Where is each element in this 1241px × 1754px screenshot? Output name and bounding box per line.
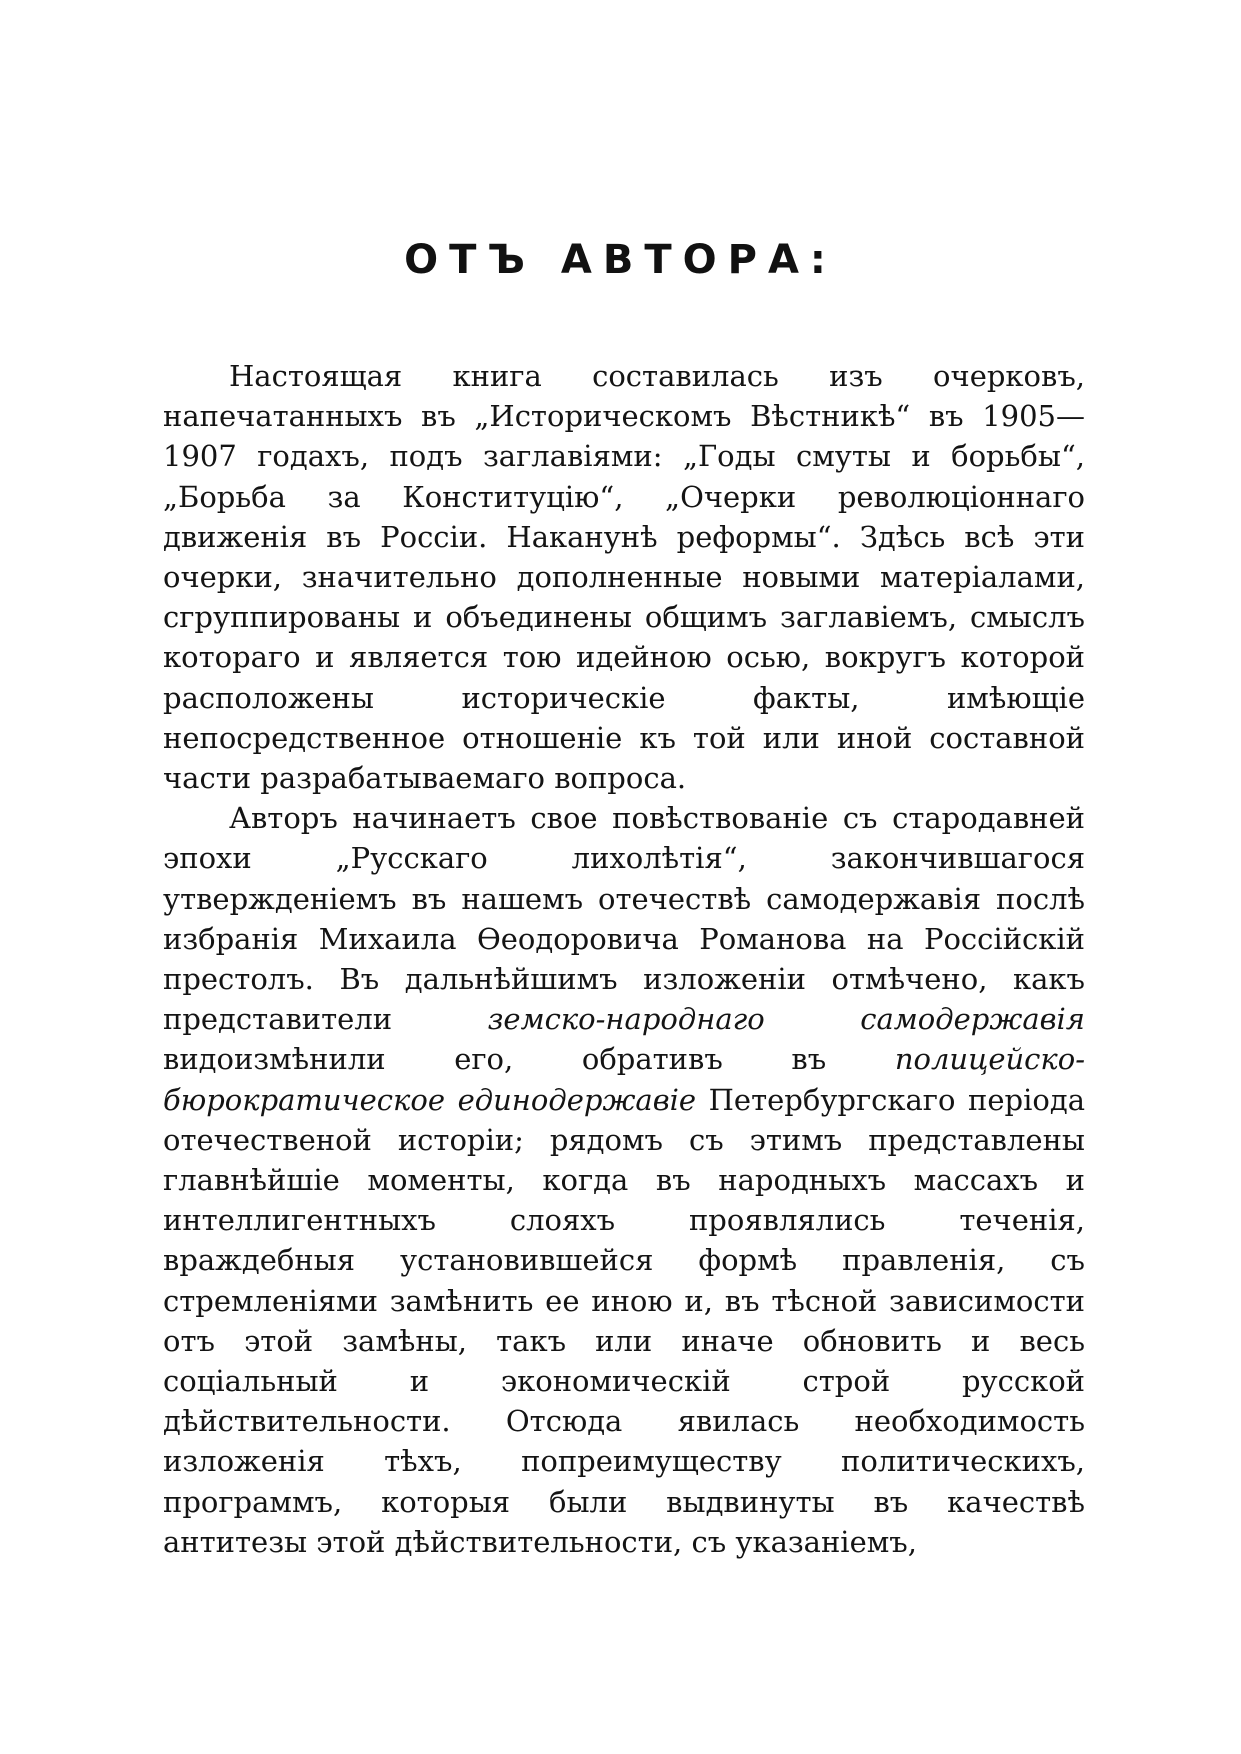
paragraph-2-text-end: Петербургскаго періода отечественой исторіи; рядомъ съ этимъ представлены главнѣйшіе моменты, когда въ народныхъ массахъ и интеллигентныхъ слояхъ проявлялись теченія, враждебныя установившейся формѣ правленія, съ стремленіями замѣнить ее иною и, въ тѣсной зависимости отъ этой замѣны, такъ или иначе обновить и весь соціальный и экономическій строй русской дѣйствительности. Отсюда явилась необходимость изложенія тѣхъ, попреимуществу политическихъ, программъ, которыя были выдвинуты въ качествѣ антитезы этой дѣйствительности, съ указаніемъ,	[163, 1082, 1085, 1559]
paragraph-1	[163, 356, 1085, 798]
body-text	[163, 356, 1085, 1562]
italic-phrase-policeisko-biurokraticheskoe: полицейско-бюрократическое единодержавіе	[163, 1042, 1085, 1117]
page-heading: ОТЪ АВТОРА:	[404, 237, 837, 283]
paragraph-2	[163, 798, 1085, 1562]
paragraph-2-text-start: Авторъ начинаетъ свое повѣствованіе съ стародавней эпохи „Русскаго лихолѣтія“, закончившагося утвержденіемъ въ нашемъ отечествѣ самодержавія послѣ избранія Михаила Ѳеодоровича Романова на Россійскій престолъ. Въ дальнѣйшимъ изложеніи отмѣчено, какъ представители	[163, 801, 1085, 1037]
paragraph-1-text: Настоящая книга составилась изъ очерковъ, напечатанныхъ въ „Историческомъ Вѣстникѣ“ въ 1905—1907 годахъ, подъ заглавіями: „Годы смуты и борьбы“, „Борьба за Конституцію“, „Очерки революціоннаго движенія въ Россіи. Наканунѣ реформы“. Здѣсь всѣ эти очерки, значительно дополненные новыми матеріалами, сгруппированы и объединены общимъ заглавіемъ, смыслъ котораго и является тою идейною осью, вокругъ которой расположены историческіе факты, имѣющіе непосредственное отношеніе къ той или иной составной части разрабатываемаго вопроса.	[163, 359, 1085, 796]
paragraph-2-text-middle: видоизмѣнили его, обративъ въ	[163, 1042, 895, 1077]
italic-phrase-zemsko-narodnago: земско-народнаго самодержавія	[487, 1002, 1085, 1037]
